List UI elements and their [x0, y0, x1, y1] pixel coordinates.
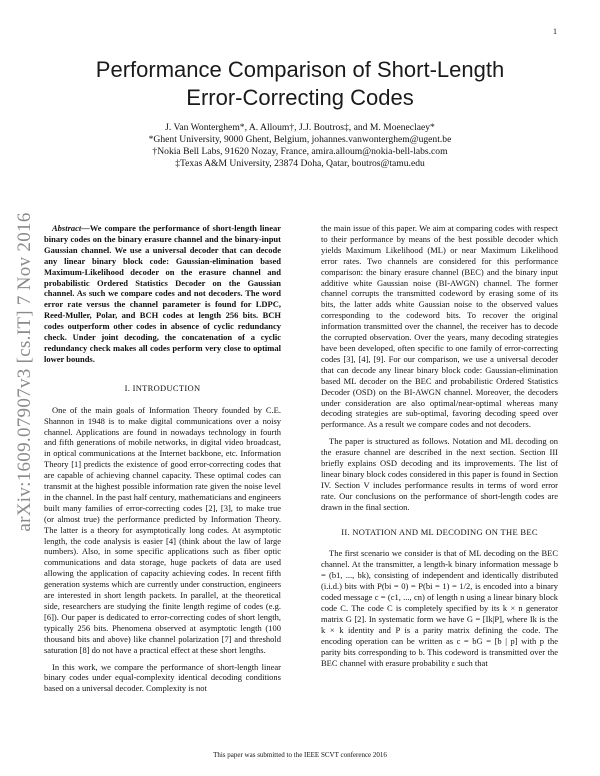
section-heading-introduction: I. INTRODUCTION	[124, 382, 201, 393]
affiliation-nokia: †Nokia Bell Labs, 91620 Nozay, France, amira.alloum@nokia-bell-labs.com	[152, 146, 448, 157]
abstract-text: —We compare the performance of short-length linear binary codes on the binary erasure channel and the binary-input Gaussian channel. We use a universal decoder that can decode any linear binary block code: Gaussian-elimination based Maximum-Likelihood decoder on the erasure channel and probabilistic Ordered Statistics Decoder on the Gaussian channel. As such we compare codes and not decoders. The word error rate versus the channel parameter is found for LDPC, Reed-Muller, Polar, and BCH codes at length 256 bits. BCH codes outperform other codes in absence of cyclic redundancy check. Under joint decoding, the concatenation of a cyclic redundancy check makes all codes perform very close to optimal lower bounds.	[44, 223, 281, 364]
submission-footnote: This paper was submitted to the IEEE SCVT conference 2016	[213, 751, 387, 759]
abstract-label: Abstract	[52, 223, 82, 233]
left-column	[44, 223, 281, 700]
right-column	[321, 223, 558, 674]
author-block	[60, 122, 540, 170]
page-number: 1	[553, 27, 557, 36]
arxiv-stamp	[10, 172, 40, 572]
affiliation-tamu: ‡Texas A&M University, 23874 Doha, Qatar, boutros@tamu.edu	[175, 158, 425, 169]
intro-paragraph-4: The paper is structured as follows. Notation and ML decoding on the erasure channel are described in the next section. Section III briefly explains OSD decoding and its improvements. The list of linear binary block codes considered in this paper is found in Section IV. Section V includes performance results in terms of word error rate. Our conclusions on the performance of short-length codes are drawn in the final section.	[321, 436, 558, 512]
paper-title	[60, 56, 540, 112]
title-line-1: Performance Comparison of Short-Length	[95, 57, 505, 82]
intro-paragraph-2: In this work, we compare the performance of short-length linear binary codes under equal-complexity identical decoding conditions based on a universal decoder. Complexity is not	[44, 661, 281, 694]
intro-paragraph-3: the main issue of this paper. We aim at comparing codes with respect to their performance by means of the best possible decoder which yields Maximum Likelihood (ML) or near Maximum Likelihood error rates. Two channels are considered for this performance comparison: the binary erasure channel (BEC) and the binary input additive white Gaussian noise (BI-AWGN) channel. The former channel corrupts the transmitted codeword by erasing some of its bits, the latter adds white Gaussian noise to the observed values corresponding to the codeword bits. To recover the original information transmitted over the channel, the receiver has to decode the corrupted observation. Over the years, many decoding strategies have been developed, often specific to one family of error-correcting codes [3], [4], [9]. For our comparison, we use a universal decoder that can decode any linear binary block code: Gaussian-elimination based ML decoder on the BEC and probabilistic Ordered Statistics Decoder (OSD) on the BI-AWGN channel. Moreover, the decoders under consideration are also optimal/near-optimal whereas many decoding strategies are sub-optimal, favoring decoding speed over performance. As a result we compare codes and not decoders.	[321, 223, 558, 430]
notation-paragraph-1: The first scenario we consider is that of ML decoding on the BEC channel. At the transmitter, a length-k binary information message b = (b1, ..., bk), consisting of independent and identically distributed (i.i.d.) bits with P(bi = 0) = P(bi = 1) = 1/2, is encoded into a binary coded message c = (c1, ..., cn) of length n using a linear binary block code C. The code C is completely specified by its k × n generator matrix G [2]. In systematic form we have G = [Ik|P], where Ik is the k × k identity and P is a parity matrix defining the code. The encoding operation can be written as c = bG = [b | p] with p the parity bits corresponding to b. This codeword is transmitted over the BEC channel with erasure probability ε such that	[321, 548, 558, 668]
section-heading-notation: II. NOTATION AND ML DECODING ON THE BEC	[341, 526, 538, 537]
author-names: J. Van Wonterghem*, A. Alloum†, J.J. Boutros‡, and M. Moeneclaey*	[165, 122, 435, 133]
affiliation-ghent: *Ghent University, 9000 Ghent, Belgium, johannes.vanwonterghem@ugent.be	[148, 134, 452, 145]
intro-paragraph-1: One of the main goals of Information Theory founded by C.E. Shannon in 1948 is to make digital communications over a noisy channel. Applications are found in nowadays technology in fourth and fifth generations of mobile networks, in digital video broadcast, in optical communications at the Internet backbone, etc. Information Theory [1] predicts the existence of good error-correcting codes that are capable of achieving channel capacity. These optimal codes can transmit at the highest possible information rate given the noise level in the channel. In the past half century, mathematicians and engineers built many families of error-correcting codes [2], [3], to make true (or almost true) the performance predicted by Information Theory. The latter is a theory for asymptotically long codes. At asymptotic length, the code analysis is easier [4] (think about the law of large numbers). Also, in some specific applications such as fiber optic communications and data storage, huge packets of data are used allowing the application of capacity achieving codes. In recent fifth generation systems which are currently under construction, engineers are interested in short length packets. In parallel, at the theoretical side, researchers are studying the finite length regime of codes (e.g. [6]). Our paper is dedicated to error-correcting codes of short length, typically 256 bits. Phenomena observed at asymptotic length (100 thousand bits and above) like channel polarization [7] and threshold saturation [8] do not have a practical effect at these short lengths.	[44, 404, 281, 655]
arxiv-stamp-text: arXiv:1609.07907v3 [cs.IT] 7 Nov 2016	[14, 212, 35, 532]
abstract	[44, 223, 281, 365]
title-line-2: Error-Correcting Codes	[186, 85, 414, 110]
